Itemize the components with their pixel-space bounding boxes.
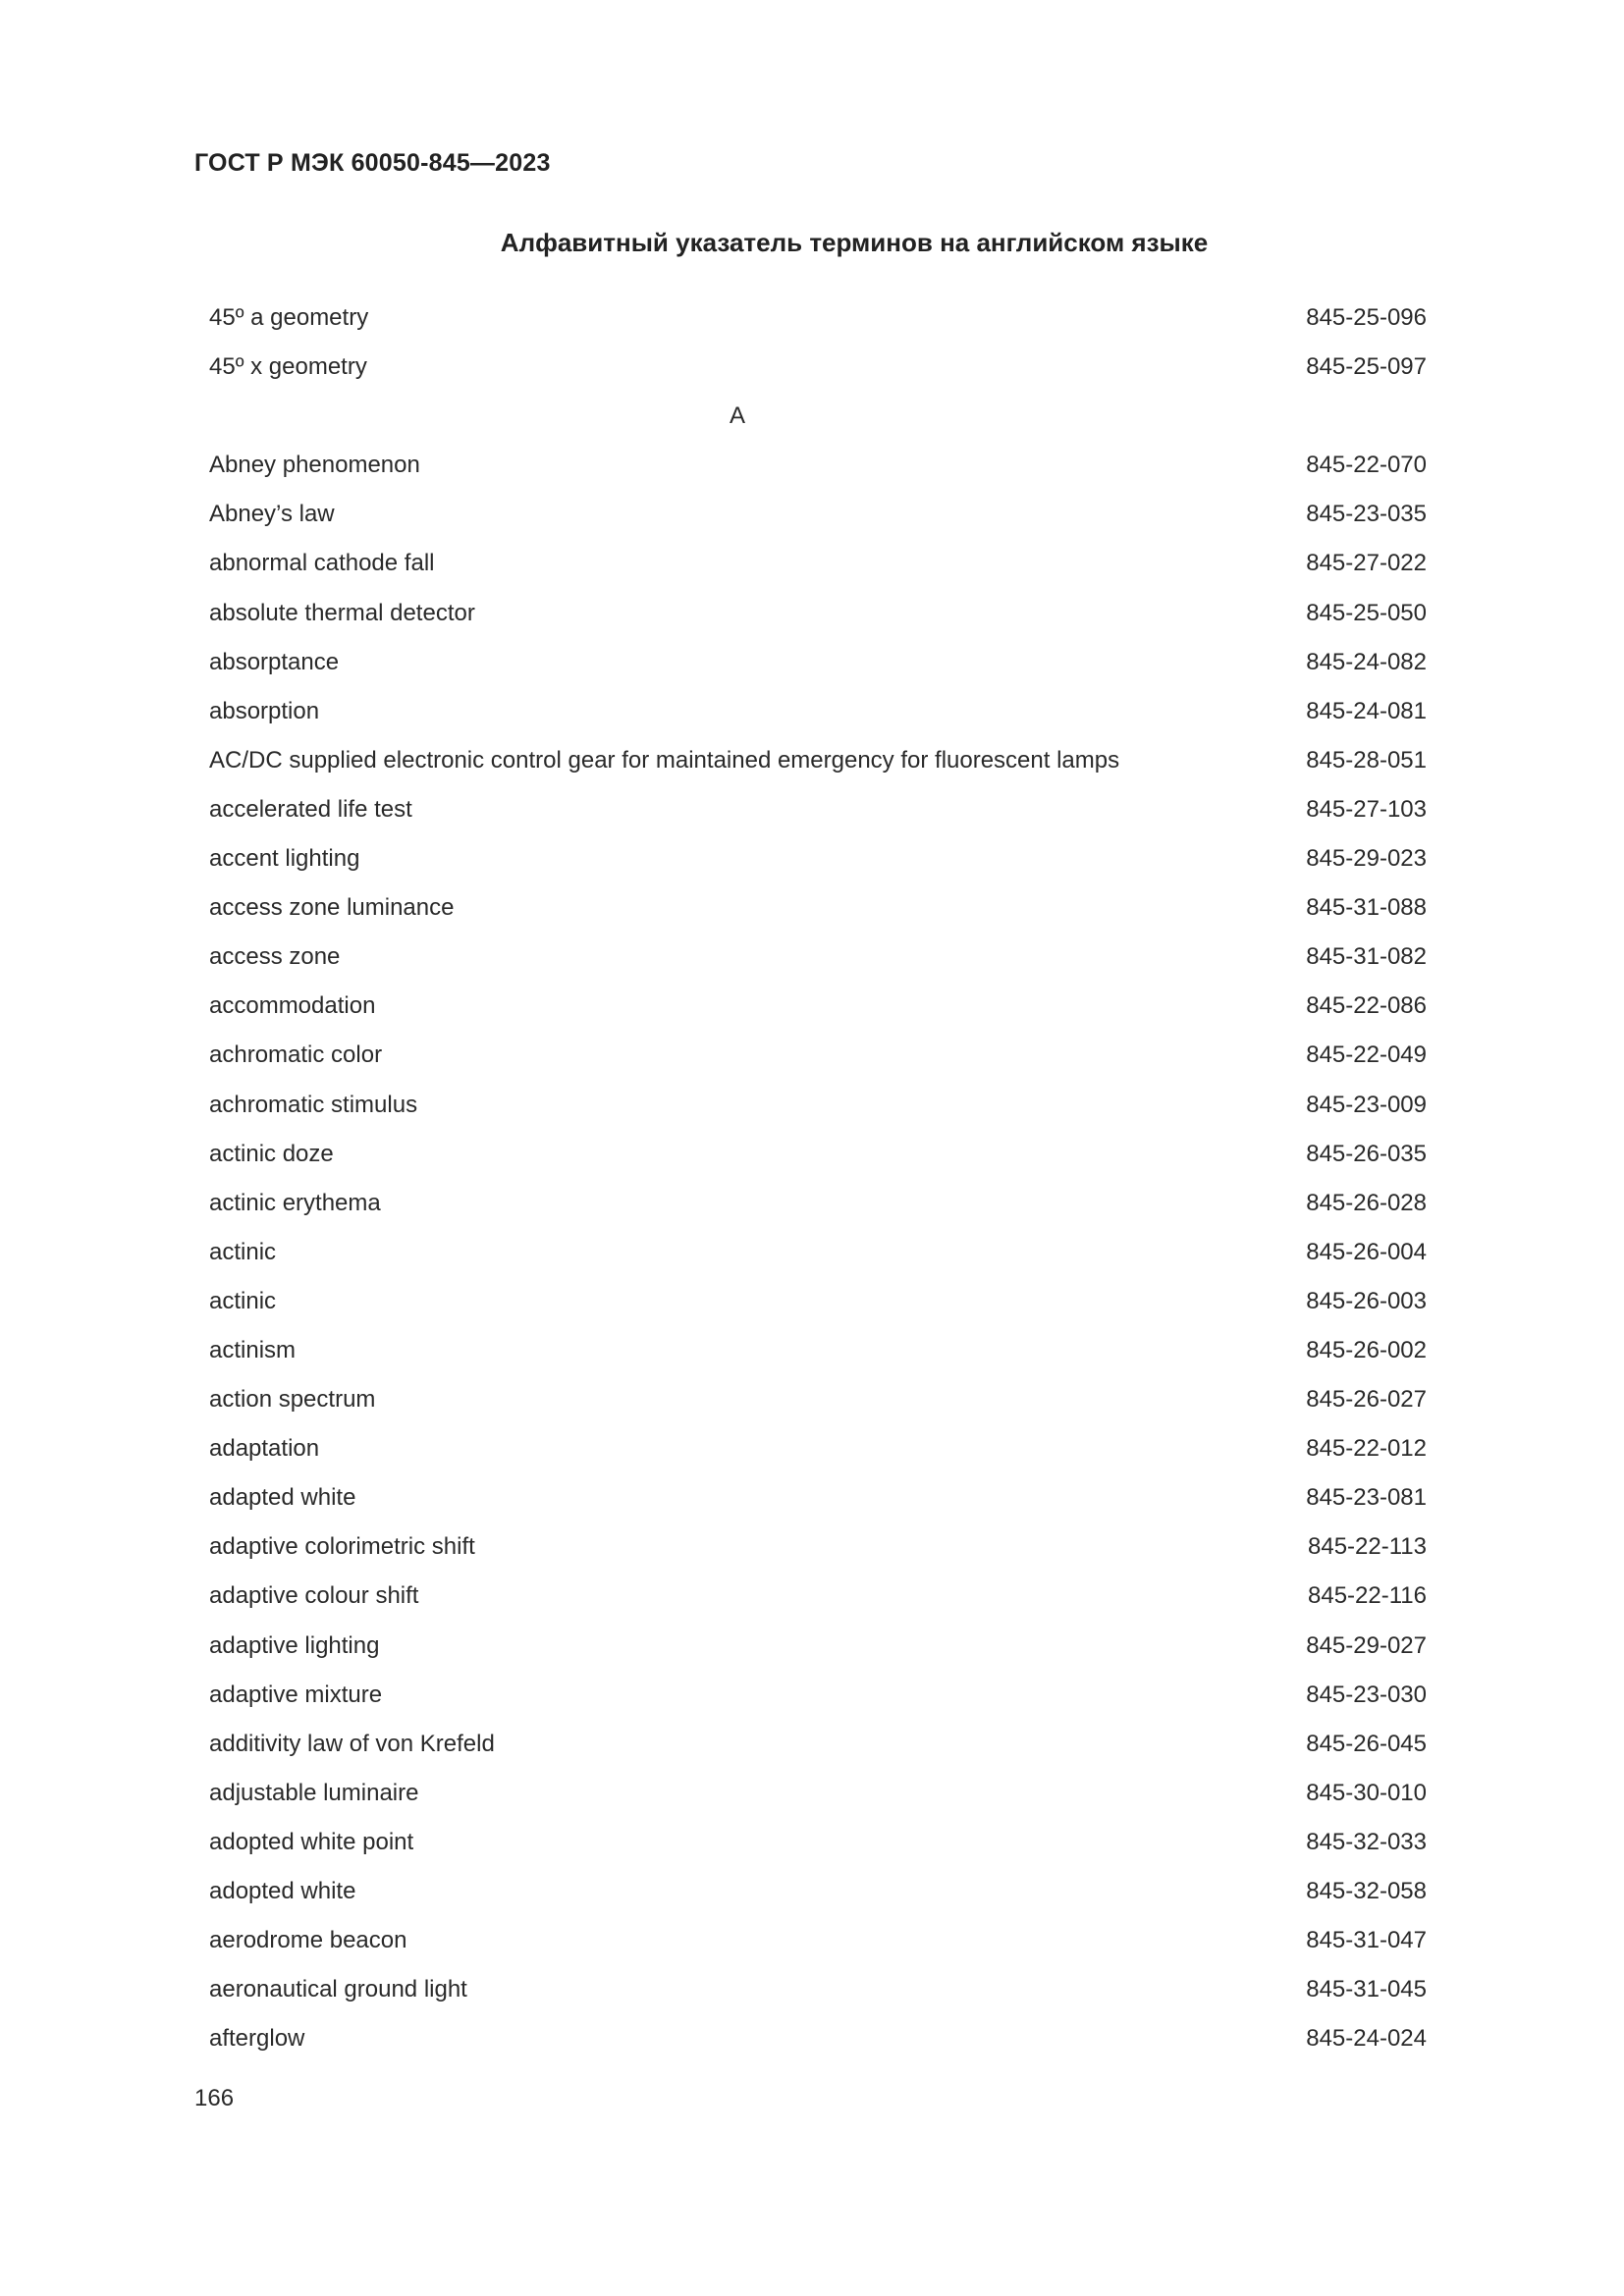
entry-term: adopted white	[209, 1878, 356, 1904]
index-entry	[209, 547, 1427, 596]
entry-code: 845-22-086	[1306, 992, 1427, 1020]
entry-term: actinic doze	[209, 1140, 334, 1167]
entry-code: 845-32-058	[1306, 1878, 1427, 1904]
index-entry	[209, 1973, 1427, 2022]
entry-code: 845-31-088	[1306, 894, 1427, 922]
entry-term: Abney phenomenon	[209, 452, 420, 479]
entry-term: adjustable luminaire	[209, 1779, 419, 1806]
index-entry	[209, 1432, 1427, 1481]
entry-term: adaptive colorimetric shift	[209, 1533, 475, 1561]
entry-code: 845-22-070	[1306, 452, 1427, 479]
index-entry	[209, 1679, 1427, 1728]
index-entry	[209, 1777, 1427, 1826]
entry-term: adaptation	[209, 1435, 320, 1463]
index-entry	[209, 1138, 1427, 1187]
entry-term: 45º x geometry	[209, 353, 367, 381]
entry-term: achromatic stimulus	[209, 1091, 418, 1118]
entry-code: 845-29-023	[1306, 845, 1427, 873]
entry-code: 845-32-033	[1306, 1828, 1427, 1855]
index-entry	[209, 1826, 1427, 1875]
entry-code: 845-25-050	[1306, 599, 1427, 626]
entry-term: access zone	[209, 943, 341, 971]
entry-term: access zone luminance	[209, 894, 455, 922]
entry-term: abnormal cathode fall	[209, 550, 435, 577]
entry-code: 845-26-027	[1306, 1386, 1427, 1414]
entry-code: 845-29-027	[1306, 1631, 1427, 1659]
index-entry	[209, 1039, 1427, 1088]
entry-code: 845-31-047	[1306, 1927, 1427, 1954]
entry-term: Abney’s law	[209, 501, 335, 528]
index-entry	[209, 498, 1427, 547]
entry-term: adapted white	[209, 1484, 356, 1512]
entry-code: 845-25-096	[1306, 304, 1427, 331]
entry-term: action spectrum	[209, 1386, 376, 1414]
entry-term: actinism	[209, 1336, 297, 1363]
index-entry-list	[209, 301, 1427, 2071]
index-entry	[209, 1629, 1427, 1679]
index-entry	[209, 1334, 1427, 1383]
entry-code: 845-23-081	[1306, 1484, 1427, 1512]
index-title: Алфавитный указатель терминов на английском языке	[500, 228, 1209, 257]
entry-code: 845-26-045	[1306, 1730, 1427, 1757]
entry-term: AC/DC supplied electronic control gear for maintained emergency for fluorescent lamps	[209, 746, 1120, 774]
index-entry	[209, 1530, 1427, 1579]
index-entry	[209, 597, 1427, 646]
entry-code: 845-22-113	[1308, 1533, 1427, 1561]
entry-term: absorptance	[209, 648, 340, 675]
entry-code: 845-27-103	[1306, 795, 1427, 823]
index-entry	[209, 1089, 1427, 1138]
index-entry	[209, 744, 1427, 793]
index-entry	[209, 301, 1427, 350]
index-entry	[209, 989, 1427, 1039]
index-entry	[209, 646, 1427, 695]
entry-code: 845-26-035	[1306, 1140, 1427, 1167]
entry-code: 845-26-028	[1306, 1189, 1427, 1216]
index-entry	[209, 891, 1427, 940]
index-entry	[209, 1728, 1427, 1777]
entry-term: 45º a geometry	[209, 304, 369, 331]
index-entry	[209, 1579, 1427, 1629]
index-entry	[209, 695, 1427, 744]
entry-term: adaptive colour shift	[209, 1582, 419, 1610]
entry-code: 845-23-009	[1306, 1091, 1427, 1118]
index-entry	[209, 842, 1427, 891]
index-entry	[209, 1481, 1427, 1530]
index-entry	[209, 1383, 1427, 1432]
entry-term: achromatic color	[209, 1041, 383, 1069]
entry-code: 845-22-116	[1308, 1582, 1427, 1610]
letter-heading-label: A	[730, 402, 746, 430]
index-entry	[209, 1875, 1427, 1924]
entry-code: 845-22-012	[1306, 1435, 1427, 1463]
entry-term: afterglow	[209, 2025, 305, 2053]
entry-code: 845-26-004	[1306, 1238, 1427, 1265]
entry-code: 845-25-097	[1306, 353, 1427, 381]
entry-term: accelerated life test	[209, 795, 412, 823]
entry-term: accent lighting	[209, 845, 360, 873]
index-entry	[209, 793, 1427, 842]
entry-code: 845-27-022	[1306, 550, 1427, 577]
entry-code: 845-28-051	[1306, 746, 1427, 774]
entry-code: 845-30-010	[1306, 1779, 1427, 1806]
page-number: 166	[194, 2085, 235, 2111]
entry-code: 845-24-081	[1306, 697, 1427, 724]
index-entry	[209, 1236, 1427, 1285]
entry-term: actinic	[209, 1287, 277, 1314]
index-entry	[209, 449, 1427, 498]
index-entry	[209, 2022, 1427, 2071]
entry-term: actinic	[209, 1238, 277, 1265]
index-entry	[209, 1285, 1427, 1334]
entry-code: 845-23-030	[1306, 1681, 1427, 1708]
entry-term: adaptive mixture	[209, 1681, 383, 1708]
document-header: ГОСТ Р МЭК 60050-845—2023	[194, 149, 551, 177]
index-entry	[209, 1187, 1427, 1236]
entry-term: aerodrome beacon	[209, 1927, 407, 1954]
entry-term: absolute thermal detector	[209, 599, 475, 626]
index-entry	[209, 940, 1427, 989]
entry-term: accommodation	[209, 992, 376, 1020]
entry-term: absorption	[209, 697, 320, 724]
entry-code: 845-24-024	[1306, 2025, 1427, 2053]
entry-code: 845-26-003	[1306, 1287, 1427, 1314]
entry-code: 845-24-082	[1306, 648, 1427, 675]
entry-code: 845-22-049	[1306, 1041, 1427, 1069]
entry-code: 845-31-045	[1306, 1976, 1427, 2003]
entry-term: adopted white point	[209, 1828, 414, 1855]
entry-term: actinic erythema	[209, 1189, 381, 1216]
entry-code: 845-23-035	[1306, 501, 1427, 528]
letter-heading	[209, 400, 1427, 449]
entry-code: 845-31-082	[1306, 943, 1427, 971]
entry-code: 845-26-002	[1306, 1336, 1427, 1363]
entry-term: aeronautical ground light	[209, 1976, 467, 2003]
index-entry	[209, 350, 1427, 400]
entry-term: additivity law of von Krefeld	[209, 1730, 495, 1757]
index-entry	[209, 1924, 1427, 1973]
entry-term: adaptive lighting	[209, 1631, 380, 1659]
